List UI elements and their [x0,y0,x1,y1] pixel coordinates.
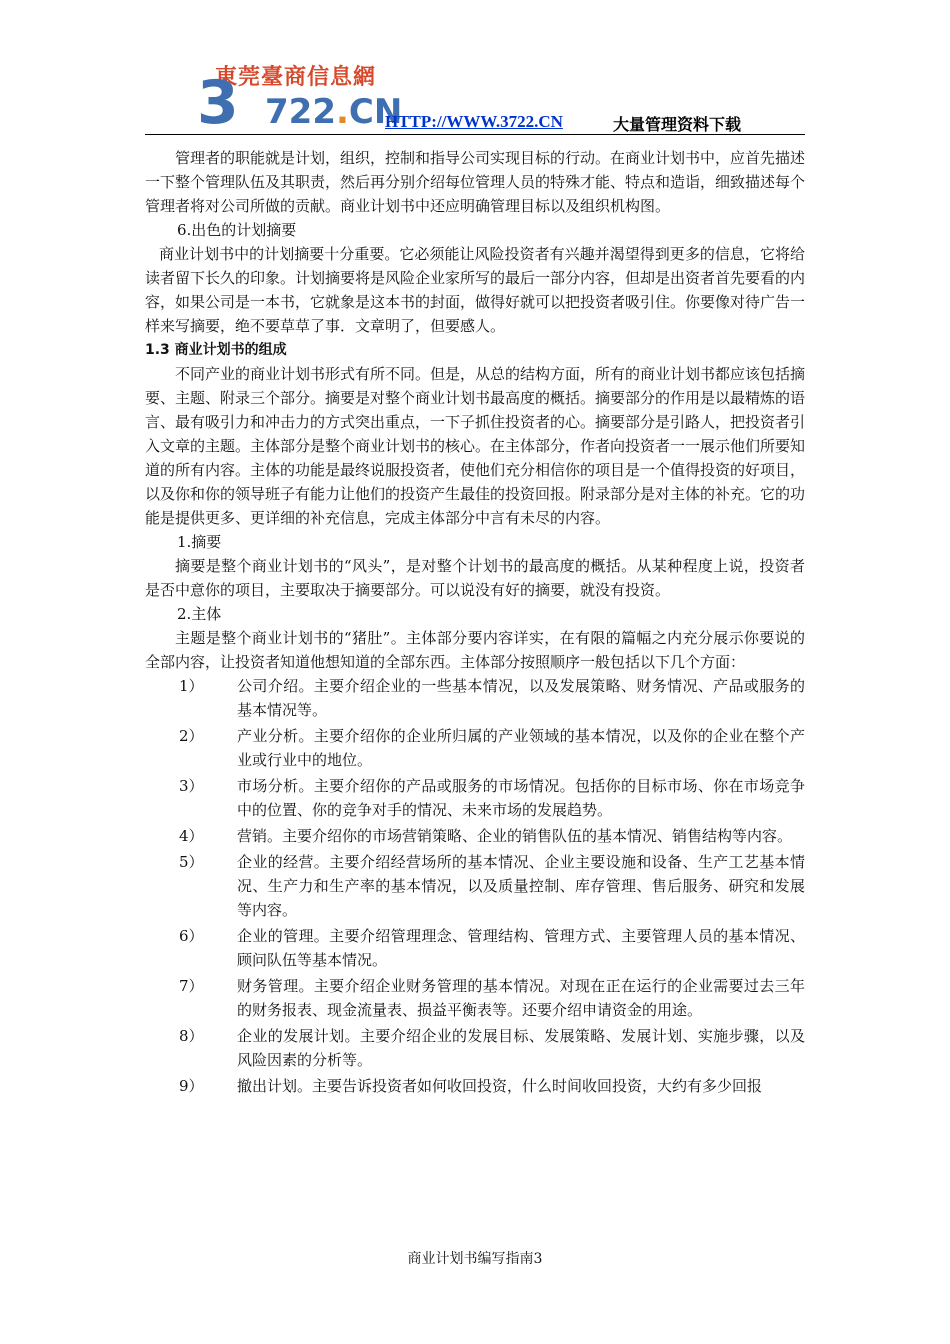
list-number: 6） [179,927,204,945]
list-item [145,774,805,822]
list-item [145,1074,805,1098]
main-body-list [145,674,805,1098]
logo-digit: 3 [197,68,237,138]
list-text: 企业的管理。主要介绍管理理念、管理结构、管理方式、主要管理人员的基本情况、顾问队伍等基本情况。 [237,927,805,969]
paragraph-composition: 不同产业的商业计划书形式有所不同。但是，从总的结构方面，所有的商业计划书都应该包括摘要、主题、附录三个部分。摘要是对整个商业计划书最高度的概括。摘要部分的作用是以最精炼的语言、最有吸引力和冲击力的方式突出重点，一下子抓住投资者的心。摘要部分是引路人，把投资者引入文章的主题。主体部分是整个商业计划书的核心。在主体部分，作者向投资者一一展示他们所要知道的所有内容。主体的功能是最终说服投资者，使他们充分相信你的项目是一个值得投资的好项目，以及你和你的领导班子有能力让他们的投资产生最佳的投资回报。附录部分是对主体的补充。它的功能是提供更多、更详细的补充信息，完成主体部分中言有未尽的内容。 [145,365,806,527]
logo-domain [265,92,402,132]
logo-chinese-name: 東莞臺商信息網 [215,64,377,90]
paragraph-summary: 商业计划书中的计划摘要十分重要。它必须能让风险投资者有兴趣并渴望得到更多的信息，它将给读者留下长久的印象。计划摘要将是风险企业家所写的最后一部分内容，但却是出资者首先要看的内容，如果公司是一本书，它就象是这本书的封面，做得好就可以把投资者吸引住。你要像对待广告一样来写摘要，绝不要草草了事．文章明了，但要感人。 [145,245,806,335]
list-item [145,850,805,922]
logo-dot: . [335,92,349,132]
list-number: 9） [179,1077,204,1095]
paragraph-main-body: 主题是整个商业计划书的“猪肚”。主体部分要内容详实，在有限的篇幅之内充分展示你要说的全部内容，让投资者知道他想知道的全部东西。主体部分按照顺序一般包括以下几个方面： [145,629,805,671]
paragraph-management: 管理者的职能就是计划，组织，控制和指导公司实现目标的行动。在商业计划书中，应首先描述一下整个管理队伍及其职责，然后再分别介绍每位管理人员的特殊才能、特点和造诣，细致描述每个管理者将对公司所做的贡献。商业计划书中还应明确管理目标以及组织机构图。 [145,149,806,215]
logo-tld: CN [348,92,403,132]
list-number: 4） [179,827,204,845]
header-tagline: 大量管理资料下载 [613,115,742,134]
list-text: 企业的经营。主要介绍经营场所的基本情况、企业主要设施和设备、生产工艺基本情况、生产力和生产率的基本情况，以及质量控制、库存管理、售后服务、研究和发展等内容。 [237,853,805,919]
list-item [145,674,805,722]
page-footer: 商业计划书编写指南3 [407,1251,543,1267]
list-number: 2） [179,727,204,745]
list-item [145,824,805,848]
list-text: 市场分析。主要介绍你的产品或服务的市场情况。包括你的目标市场、你在市场竞争中的位置、你的竞争对手的情况、未来市场的发展趋势。 [237,777,805,819]
page-header [145,58,805,136]
list-item [145,724,805,772]
list-text: 产业分析。主要介绍你的企业所归属的产业领域的基本情况，以及你的企业在整个产业或行业中的地位。 [237,727,805,769]
header-url-link[interactable]: HTTP://WWW.3722.CN [385,112,563,131]
list-text: 企业的发展计划。主要介绍企业的发展目标、发展策略、发展计划、实施步骤，以及风险因素的分析等。 [237,1027,805,1069]
subheading-plan-summary: 6.出色的计划摘要 [177,221,297,239]
list-text: 财务管理。主要介绍企业财务管理的基本情况。对现在正在运行的企业需要过去三年的财务报表、现金流量表、损益平衡表等。还要介绍申请资金的用途。 [237,977,805,1019]
list-text: 撤出计划。主要告诉投资者如何收回投资，什么时间收回投资，大约有多少回报 [237,1077,763,1095]
document-body [145,146,805,1100]
subheading-abstract: 1.摘要 [177,533,222,551]
list-number: 8） [179,1027,204,1045]
subheading-main-body: 2.主体 [177,605,222,623]
list-text: 公司介绍。主要介绍企业的一些基本情况，以及发展策略、财务情况、产品或服务的基本情况等。 [237,677,805,719]
section-heading-composition: 1.3 商业计划书的组成 [145,342,287,358]
list-number: 1） [179,677,204,695]
list-number: 5） [179,853,204,871]
list-item [145,1024,805,1072]
list-number: 7） [179,977,204,995]
list-number: 3） [179,777,204,795]
list-text: 营销。主要介绍你的市场营销策略、企业的销售队伍的基本情况、销售结构等内容。 [237,827,793,845]
list-item [145,924,805,972]
logo-digits: 722 [265,92,336,132]
list-item [145,974,805,1022]
paragraph-abstract: 摘要是整个商业计划书的“风头”，是对整个计划书的最高度的概括。从某种程度上说，投资者是否中意你的项目，主要取决于摘要部分。可以说没有好的摘要，就没有投资。 [145,557,805,599]
header-divider [145,134,805,135]
site-logo [197,68,237,138]
